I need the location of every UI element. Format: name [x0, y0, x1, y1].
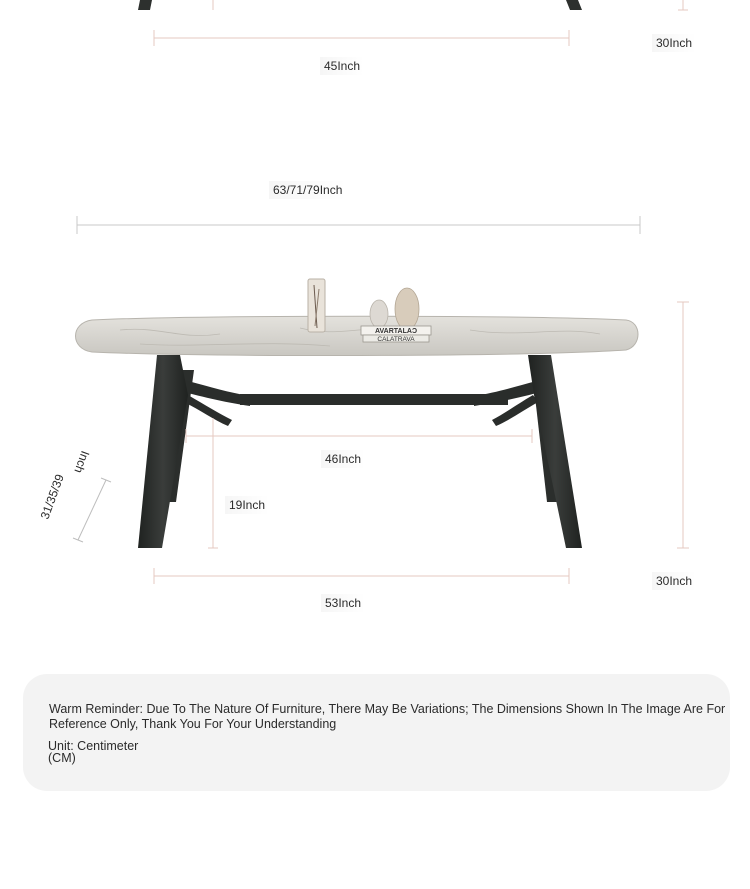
leg-height-dimension-line [208, 418, 218, 548]
top-table-leg-left [138, 0, 152, 10]
book-spine-text-bottom: CALATRAVA [377, 336, 415, 343]
warm-reminder-panel [23, 674, 730, 791]
unit-note-line1: Unit: Centimeter [48, 739, 139, 753]
width-dimension-line [73, 478, 111, 542]
leg-height-label: 19Inch [225, 496, 269, 514]
width-dimension-unit: Inch [71, 448, 93, 476]
unit-note [48, 740, 138, 764]
width-dimension-label: 31/35/39 [37, 472, 67, 522]
book-spine-text-top: AVARTALAƆ [375, 328, 417, 335]
inner-span-label: 46Inch [321, 450, 365, 468]
book-stack [361, 326, 431, 343]
height-label: 30Inch [652, 572, 696, 590]
height-dimension-line [677, 302, 689, 548]
base-span-dimension-line [154, 568, 569, 584]
top-width-label: 45Inch [320, 57, 364, 75]
table-top [76, 316, 639, 355]
inner-span-dimension-line [186, 429, 532, 443]
top-table-leg-right [566, 0, 582, 10]
table-stretcher [176, 378, 548, 426]
length-dimension-line [77, 216, 640, 234]
unit-note-line2: (CM) [48, 751, 76, 765]
top-height-label: 30Inch [652, 34, 696, 52]
vase-decor [308, 279, 325, 332]
warm-reminder-text: Warm Reminder: Due To The Nature Of Furniture, There May Be Variations; The Dimensions Shown In The Image Are For Reference Only, Thank You For Your Understanding [49, 702, 726, 731]
front-leg-right [528, 355, 582, 548]
base-span-label: 53Inch [321, 594, 365, 612]
length-label: 63/71/79Inch [269, 181, 346, 199]
top-width-dimension-line [154, 30, 569, 46]
